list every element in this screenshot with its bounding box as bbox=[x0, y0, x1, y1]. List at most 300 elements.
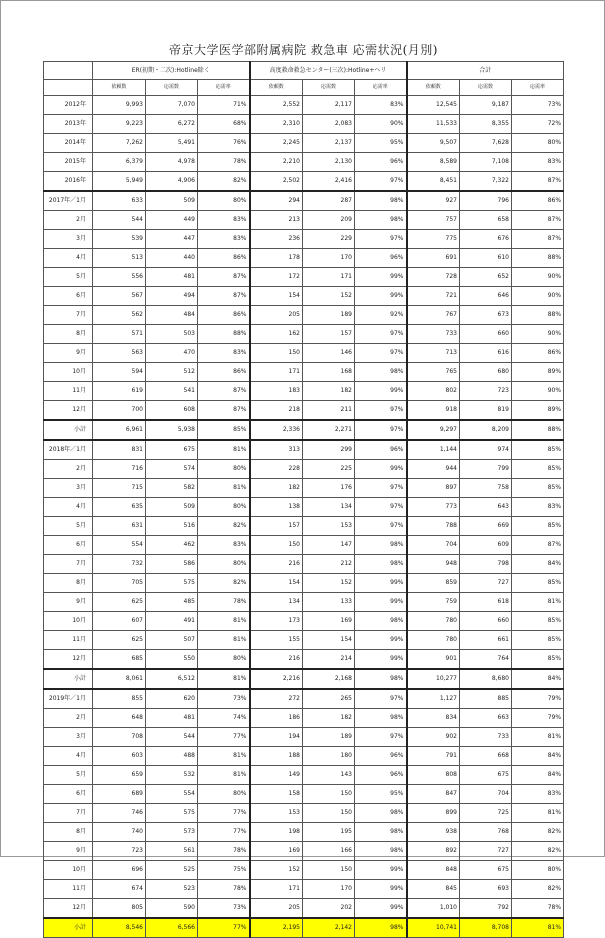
table-cell: 2,210 bbox=[250, 153, 303, 172]
table-cell: 150 bbox=[250, 536, 303, 555]
table-cell: 554 bbox=[146, 785, 198, 804]
table-cell: 5,949 bbox=[93, 172, 146, 192]
table-cell: 525 bbox=[146, 861, 198, 880]
table-cell: 195 bbox=[303, 823, 355, 842]
table-cell: 10,741 bbox=[407, 918, 460, 938]
table-cell: 173 bbox=[250, 612, 303, 631]
table-cell: 71% bbox=[198, 96, 250, 115]
table-cell: 99% bbox=[355, 880, 407, 899]
table-cell: 81% bbox=[198, 747, 250, 766]
table-cell: 9,223 bbox=[93, 115, 146, 134]
table-cell: 2,216 bbox=[250, 669, 303, 689]
table-cell: 727 bbox=[460, 574, 512, 593]
table-cell: 847 bbox=[407, 785, 460, 804]
table-cell: 168 bbox=[303, 363, 355, 382]
table-cell: 134 bbox=[303, 498, 355, 517]
table-cell: 95% bbox=[355, 785, 407, 804]
table-cell: 214 bbox=[303, 650, 355, 670]
table-cell: 170 bbox=[303, 880, 355, 899]
group-header-row bbox=[44, 62, 564, 80]
table-cell: 88% bbox=[512, 249, 564, 268]
table-cell: 146 bbox=[303, 344, 355, 363]
table-cell: 95% bbox=[355, 134, 407, 153]
table-cell: 796 bbox=[460, 191, 512, 211]
table-cell: 90% bbox=[355, 115, 407, 134]
row-label: 12月 bbox=[44, 650, 93, 670]
row-label: 2019年／1月 bbox=[44, 689, 93, 709]
table-cell: 79% bbox=[512, 709, 564, 728]
table-cell: 2,142 bbox=[303, 918, 355, 938]
table-cell: 574 bbox=[146, 460, 198, 479]
table-cell: 68% bbox=[198, 115, 250, 134]
row-label: 4月 bbox=[44, 249, 93, 268]
table-cell: 171 bbox=[250, 880, 303, 899]
table-cell: 87% bbox=[198, 382, 250, 401]
table-cell: 8,589 bbox=[407, 153, 460, 172]
table-cell: 635 bbox=[93, 498, 146, 517]
table-cell: 83% bbox=[512, 153, 564, 172]
table-cell: 481 bbox=[146, 709, 198, 728]
document-title: 帝京大学医学部附属病院 救急車 応需状況(月別) bbox=[169, 43, 438, 57]
table-cell: 99% bbox=[355, 287, 407, 306]
table-cell: 182 bbox=[303, 709, 355, 728]
table-cell: 5,938 bbox=[146, 420, 198, 440]
table-cell: 7,262 bbox=[93, 134, 146, 153]
table-cell: 831 bbox=[93, 440, 146, 460]
table-row bbox=[44, 363, 564, 382]
table-cell: 154 bbox=[250, 287, 303, 306]
sub-header: 依頼数 bbox=[250, 80, 303, 96]
table-cell: 765 bbox=[407, 363, 460, 382]
table-cell: 663 bbox=[460, 709, 512, 728]
table-cell: 84% bbox=[512, 555, 564, 574]
table-cell: 188 bbox=[250, 747, 303, 766]
table-cell: 89% bbox=[512, 401, 564, 421]
table-cell: 704 bbox=[407, 536, 460, 555]
table-cell: 2,310 bbox=[250, 115, 303, 134]
table-cell: 485 bbox=[146, 593, 198, 612]
table-cell: 81% bbox=[512, 804, 564, 823]
table-cell: 859 bbox=[407, 574, 460, 593]
table-cell: 87% bbox=[512, 172, 564, 192]
table-cell: 166 bbox=[303, 842, 355, 861]
table-cell: 150 bbox=[303, 804, 355, 823]
table-cell: 725 bbox=[460, 804, 512, 823]
table-cell: 691 bbox=[407, 249, 460, 268]
table-cell: 85% bbox=[512, 517, 564, 536]
row-label: 12月 bbox=[44, 401, 93, 421]
table-cell: 83% bbox=[512, 498, 564, 517]
table-cell: 7,322 bbox=[460, 172, 512, 192]
table-cell: 228 bbox=[250, 460, 303, 479]
row-label: 小計 bbox=[44, 918, 93, 938]
table-cell: 82% bbox=[198, 517, 250, 536]
table-row bbox=[44, 460, 564, 479]
row-label: 5月 bbox=[44, 517, 93, 536]
table-cell: 8,209 bbox=[460, 420, 512, 440]
table-cell: 83% bbox=[512, 785, 564, 804]
table-cell: 5,491 bbox=[146, 134, 198, 153]
table-cell: 791 bbox=[407, 747, 460, 766]
table-cell: 491 bbox=[146, 612, 198, 631]
table-cell: 7,628 bbox=[460, 134, 512, 153]
table-cell: 696 bbox=[93, 861, 146, 880]
table-cell: 218 bbox=[250, 401, 303, 421]
table-cell: 86% bbox=[198, 363, 250, 382]
row-label: 5月 bbox=[44, 766, 93, 785]
table-cell: 11,533 bbox=[407, 115, 460, 134]
table-cell: 80% bbox=[198, 555, 250, 574]
table-cell: 643 bbox=[460, 498, 512, 517]
table-cell: 83% bbox=[355, 96, 407, 115]
row-label: 11月 bbox=[44, 631, 93, 650]
table-cell: 440 bbox=[146, 249, 198, 268]
group-header-total: 合計 bbox=[407, 62, 564, 80]
table-cell: 98% bbox=[355, 709, 407, 728]
table-cell: 802 bbox=[407, 382, 460, 401]
table-cell: 509 bbox=[146, 498, 198, 517]
table-cell: 90% bbox=[512, 268, 564, 287]
table-row bbox=[44, 631, 564, 650]
table-cell: 189 bbox=[303, 728, 355, 747]
table-cell: 447 bbox=[146, 230, 198, 249]
table-cell: 892 bbox=[407, 842, 460, 861]
sub-header: 応需数 bbox=[460, 80, 512, 96]
table-cell: 84% bbox=[512, 669, 564, 689]
table-cell: 9,507 bbox=[407, 134, 460, 153]
table-row bbox=[44, 612, 564, 631]
table-cell: 541 bbox=[146, 382, 198, 401]
table-cell: 180 bbox=[303, 747, 355, 766]
row-label: 11月 bbox=[44, 880, 93, 899]
table-cell: 523 bbox=[146, 880, 198, 899]
table-cell: 6,272 bbox=[146, 115, 198, 134]
table-cell: 610 bbox=[460, 249, 512, 268]
table-cell: 97% bbox=[355, 344, 407, 363]
table-cell: 4,906 bbox=[146, 172, 198, 192]
table-cell: 272 bbox=[250, 689, 303, 709]
table-cell: 646 bbox=[460, 287, 512, 306]
table-cell: 169 bbox=[303, 612, 355, 631]
table-cell: 723 bbox=[460, 382, 512, 401]
table-cell: 81% bbox=[512, 728, 564, 747]
table-cell: 99% bbox=[355, 899, 407, 919]
table-cell: 2,416 bbox=[303, 172, 355, 192]
table-cell: 764 bbox=[460, 650, 512, 670]
table-cell: 212 bbox=[303, 555, 355, 574]
table-row bbox=[44, 153, 564, 172]
table-cell: 8,708 bbox=[460, 918, 512, 938]
row-label: 2月 bbox=[44, 460, 93, 479]
table-cell: 575 bbox=[146, 804, 198, 823]
row-label: 小計 bbox=[44, 420, 93, 440]
table-cell: 9,187 bbox=[460, 96, 512, 115]
table-cell: 944 bbox=[407, 460, 460, 479]
table-cell: 618 bbox=[460, 593, 512, 612]
table-cell: 86% bbox=[198, 249, 250, 268]
table-cell: 948 bbox=[407, 555, 460, 574]
row-label: 2014年 bbox=[44, 134, 93, 153]
table-cell: 562 bbox=[93, 306, 146, 325]
table-cell: 759 bbox=[407, 593, 460, 612]
table-cell: 8,680 bbox=[460, 669, 512, 689]
table-cell: 885 bbox=[460, 689, 512, 709]
table-cell: 708 bbox=[93, 728, 146, 747]
table-cell: 98% bbox=[355, 918, 407, 938]
table-cell: 96% bbox=[355, 249, 407, 268]
table-cell: 96% bbox=[355, 747, 407, 766]
table-cell: 157 bbox=[303, 325, 355, 344]
table-cell: 674 bbox=[93, 880, 146, 899]
table-cell: 80% bbox=[198, 460, 250, 479]
table-cell: 98% bbox=[355, 612, 407, 631]
table-cell: 507 bbox=[146, 631, 198, 650]
table-row bbox=[44, 842, 564, 861]
table-cell: 648 bbox=[93, 709, 146, 728]
table-cell: 902 bbox=[407, 728, 460, 747]
table-cell: 7,108 bbox=[460, 153, 512, 172]
table-cell: 575 bbox=[146, 574, 198, 593]
table-row bbox=[44, 880, 564, 899]
row-label: 3月 bbox=[44, 230, 93, 249]
table-cell: 462 bbox=[146, 536, 198, 555]
table-cell: 9,297 bbox=[407, 420, 460, 440]
table-cell: 652 bbox=[460, 268, 512, 287]
row-label: 4月 bbox=[44, 747, 93, 766]
table-cell: 99% bbox=[355, 268, 407, 287]
table-cell: 99% bbox=[355, 574, 407, 593]
table-cell: 567 bbox=[93, 287, 146, 306]
table-cell: 792 bbox=[460, 899, 512, 919]
row-label: 9月 bbox=[44, 344, 93, 363]
table-cell: 573 bbox=[146, 823, 198, 842]
table-cell: 2,336 bbox=[250, 420, 303, 440]
sub-header: 依頼数 bbox=[407, 80, 460, 96]
table-cell: 73% bbox=[512, 96, 564, 115]
table-cell: 98% bbox=[355, 823, 407, 842]
table-cell: 848 bbox=[407, 861, 460, 880]
table-cell: 661 bbox=[460, 631, 512, 650]
table-cell: 1,144 bbox=[407, 440, 460, 460]
table-cell: 680 bbox=[460, 363, 512, 382]
table-cell: 685 bbox=[93, 650, 146, 670]
table-cell: 9,993 bbox=[93, 96, 146, 115]
table-row bbox=[44, 747, 564, 766]
table-cell: 78% bbox=[198, 593, 250, 612]
table-cell: 96% bbox=[355, 766, 407, 785]
row-label: 9月 bbox=[44, 842, 93, 861]
table-cell: 85% bbox=[512, 574, 564, 593]
table-row bbox=[44, 268, 564, 287]
table-cell: 938 bbox=[407, 823, 460, 842]
table-cell: 76% bbox=[198, 134, 250, 153]
table-cell: 216 bbox=[250, 650, 303, 670]
table-row bbox=[44, 249, 564, 268]
table-cell: 449 bbox=[146, 211, 198, 230]
table-cell: 236 bbox=[250, 230, 303, 249]
table-cell: 550 bbox=[146, 650, 198, 670]
corner-cell bbox=[44, 80, 93, 96]
table-cell: 96% bbox=[355, 440, 407, 460]
table-cell: 758 bbox=[460, 479, 512, 498]
table-cell: 740 bbox=[93, 823, 146, 842]
table-cell: 138 bbox=[250, 498, 303, 517]
table-cell: 901 bbox=[407, 650, 460, 670]
table-cell: 90% bbox=[512, 325, 564, 344]
table-cell: 265 bbox=[303, 689, 355, 709]
table-cell: 6,512 bbox=[146, 669, 198, 689]
table-cell: 99% bbox=[355, 382, 407, 401]
table-cell: 780 bbox=[407, 612, 460, 631]
table-cell: 594 bbox=[93, 363, 146, 382]
table-cell: 87% bbox=[512, 211, 564, 230]
corner-cell bbox=[44, 62, 93, 80]
table-cell: 172 bbox=[250, 268, 303, 287]
table-cell: 189 bbox=[303, 306, 355, 325]
table-cell: 561 bbox=[146, 842, 198, 861]
table-cell: 631 bbox=[93, 517, 146, 536]
table-cell: 186 bbox=[250, 709, 303, 728]
table-row bbox=[44, 536, 564, 555]
table-cell: 89% bbox=[512, 363, 564, 382]
table-cell: 2,083 bbox=[303, 115, 355, 134]
table-cell: 98% bbox=[355, 363, 407, 382]
table-cell: 98% bbox=[355, 555, 407, 574]
table-cell: 216 bbox=[250, 555, 303, 574]
table-cell: 470 bbox=[146, 344, 198, 363]
table-row bbox=[44, 134, 564, 153]
table-cell: 80% bbox=[512, 861, 564, 880]
table-cell: 918 bbox=[407, 401, 460, 421]
table-cell: 2,168 bbox=[303, 669, 355, 689]
table-cell: 556 bbox=[93, 268, 146, 287]
table-cell: 788 bbox=[407, 517, 460, 536]
table-row bbox=[44, 766, 564, 785]
sub-header: 応需率 bbox=[198, 80, 250, 96]
table-cell: 73% bbox=[198, 899, 250, 919]
row-label: 2012年 bbox=[44, 96, 93, 115]
sub-header: 依頼数 bbox=[93, 80, 146, 96]
table-cell: 544 bbox=[146, 728, 198, 747]
table-cell: 2,245 bbox=[250, 134, 303, 153]
table-cell: 693 bbox=[460, 880, 512, 899]
table-cell: 225 bbox=[303, 460, 355, 479]
table-cell: 727 bbox=[460, 842, 512, 861]
table-cell: 494 bbox=[146, 287, 198, 306]
sub-header-row bbox=[44, 80, 564, 96]
table-cell: 153 bbox=[303, 517, 355, 536]
table-cell: 78% bbox=[198, 842, 250, 861]
row-label: 2018年／1月 bbox=[44, 440, 93, 460]
table-cell: 609 bbox=[460, 536, 512, 555]
table-cell: 182 bbox=[303, 382, 355, 401]
table-cell: 8,355 bbox=[460, 115, 512, 134]
table-cell: 6,566 bbox=[146, 918, 198, 938]
table-row bbox=[44, 440, 564, 460]
sub-header: 応需数 bbox=[303, 80, 355, 96]
table-cell: 509 bbox=[146, 191, 198, 211]
table-cell: 157 bbox=[250, 517, 303, 536]
table-cell: 544 bbox=[93, 211, 146, 230]
row-label: 6月 bbox=[44, 785, 93, 804]
row-label: 7月 bbox=[44, 555, 93, 574]
table-cell: 98% bbox=[355, 191, 407, 211]
table-cell: 150 bbox=[250, 344, 303, 363]
table-cell: 503 bbox=[146, 325, 198, 344]
table-cell: 780 bbox=[407, 631, 460, 650]
table-cell: 84% bbox=[512, 766, 564, 785]
table-cell: 86% bbox=[512, 344, 564, 363]
table-cell: 87% bbox=[198, 401, 250, 421]
table-cell: 608 bbox=[146, 401, 198, 421]
table-row bbox=[44, 555, 564, 574]
sub-header: 応需率 bbox=[355, 80, 407, 96]
table-cell: 88% bbox=[198, 325, 250, 344]
table-cell: 658 bbox=[460, 211, 512, 230]
table-cell: 81% bbox=[198, 612, 250, 631]
table-cell: 97% bbox=[355, 498, 407, 517]
table-row bbox=[44, 115, 564, 134]
row-label: 2017年／1月 bbox=[44, 191, 93, 211]
table-row bbox=[44, 287, 564, 306]
row-label: 2016年 bbox=[44, 172, 93, 192]
table-cell: 97% bbox=[355, 728, 407, 747]
table-cell: 620 bbox=[146, 689, 198, 709]
table-cell: 97% bbox=[355, 517, 407, 536]
table-row bbox=[44, 230, 564, 249]
table-cell: 481 bbox=[146, 268, 198, 287]
table-cell: 513 bbox=[93, 249, 146, 268]
table-cell: 586 bbox=[146, 555, 198, 574]
table-row bbox=[44, 191, 564, 211]
table-cell: 484 bbox=[146, 306, 198, 325]
table-cell: 4,978 bbox=[146, 153, 198, 172]
row-label: 8月 bbox=[44, 823, 93, 842]
table-cell: 162 bbox=[250, 325, 303, 344]
row-label: 8月 bbox=[44, 574, 93, 593]
table-cell: 99% bbox=[355, 650, 407, 670]
table-cell: 202 bbox=[303, 899, 355, 919]
table-cell: 775 bbox=[407, 230, 460, 249]
table-cell: 767 bbox=[407, 306, 460, 325]
table-cell: 97% bbox=[355, 479, 407, 498]
table-cell: 668 bbox=[460, 747, 512, 766]
row-label: 4月 bbox=[44, 498, 93, 517]
table-cell: 83% bbox=[198, 230, 250, 249]
table-cell: 299 bbox=[303, 440, 355, 460]
row-label: 2月 bbox=[44, 709, 93, 728]
table-cell: 554 bbox=[93, 536, 146, 555]
row-label: 10月 bbox=[44, 363, 93, 382]
table-cell: 77% bbox=[198, 918, 250, 938]
table-cell: 10,277 bbox=[407, 669, 460, 689]
subtotal-row bbox=[44, 918, 564, 938]
table-cell: 98% bbox=[355, 536, 407, 555]
table-cell: 79% bbox=[512, 689, 564, 709]
table-cell: 209 bbox=[303, 211, 355, 230]
table-cell: 85% bbox=[512, 612, 564, 631]
table-row bbox=[44, 479, 564, 498]
table-cell: 2,137 bbox=[303, 134, 355, 153]
table-cell: 675 bbox=[460, 766, 512, 785]
table-cell: 705 bbox=[93, 574, 146, 593]
table-cell: 85% bbox=[512, 650, 564, 670]
table-cell: 313 bbox=[250, 440, 303, 460]
table-cell: 819 bbox=[460, 401, 512, 421]
table-cell: 88% bbox=[512, 306, 564, 325]
table-cell: 77% bbox=[198, 823, 250, 842]
table-cell: 85% bbox=[512, 479, 564, 498]
